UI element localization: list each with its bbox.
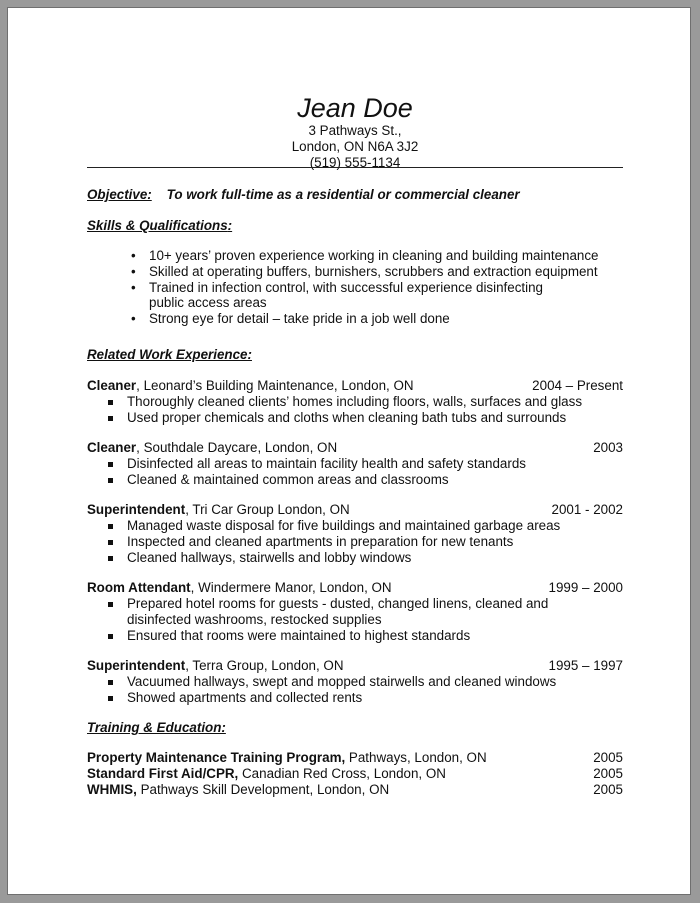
training-item <box>87 766 623 782</box>
job-header <box>87 658 623 674</box>
skills-title-colon: : <box>227 218 233 233</box>
duty-item: Disinfected all areas to maintain facility health and safety standards <box>87 456 623 472</box>
job-employer: , Tri Car Group London, ON <box>185 502 350 517</box>
duty-item: Used proper chemicals and cloths when cleaning bath tubs and surrounds <box>87 410 623 426</box>
resume-header <box>87 93 623 171</box>
duty-item: Cleaned & maintained common areas and classrooms <box>87 472 623 488</box>
job-years: 1995 – 1997 <box>548 658 623 673</box>
duty-item: Prepared hotel rooms for guests - dusted, changed linens, cleaned and disinfected washrooms, restocked supplies <box>87 596 567 628</box>
skill-item: • Trained in infection control, with successful experience disinfecting public access areas <box>129 280 569 312</box>
training-section-title: Training & Education: <box>87 720 226 735</box>
training-year: 2005 <box>593 782 623 797</box>
job-title: Cleaner <box>87 440 137 455</box>
job-duties <box>87 674 623 706</box>
training-item <box>87 782 623 798</box>
job-entry <box>87 378 623 426</box>
job-entry <box>87 580 623 643</box>
phone-number: (519) 555-1134 <box>309 155 401 170</box>
job-employer: , Terra Group, London, ON <box>185 658 344 673</box>
objective-text: To work full-time as a residential or commercial cleaner <box>166 187 520 202</box>
skills-list <box>129 248 619 327</box>
training-name: Standard First Aid/CPR, <box>87 766 239 781</box>
job-header <box>87 440 623 456</box>
job-duties <box>87 596 623 643</box>
job-entry <box>87 502 623 565</box>
training-list <box>87 750 623 798</box>
job-employer: , Leonard’s Building Maintenance, London, ON <box>136 378 414 393</box>
resume-page <box>7 7 691 895</box>
job-header <box>87 378 623 394</box>
training-detail: Pathways Skill Development, London, ON <box>136 782 390 797</box>
job-title: Cleaner <box>87 378 137 393</box>
training-name: Property Maintenance Training Program, <box>87 750 346 765</box>
job-duties <box>87 518 623 565</box>
job-years: 2003 <box>593 440 623 455</box>
duty-item: Vacuumed hallways, swept and mopped stairwells and cleaned windows <box>87 674 623 690</box>
duty-item: Thoroughly cleaned clients’ homes including floors, walls, surfaces and glass <box>87 394 623 410</box>
duty-item: Inspected and cleaned apartments in preparation for new tenants <box>87 534 623 550</box>
training-detail: Canadian Red Cross, London, ON <box>238 766 446 781</box>
job-entry <box>87 440 623 488</box>
job-header <box>87 580 623 596</box>
job-duties <box>87 394 623 426</box>
job-header <box>87 502 623 518</box>
skill-item: • Strong eye for detail – take pride in a job well done <box>129 311 619 327</box>
training-item <box>87 750 623 766</box>
job-years: 1999 – 2000 <box>548 580 623 595</box>
job-employer: , Southdale Daycare, London, ON <box>136 440 338 455</box>
address-line-2: London, ON N6A 3J2 <box>291 139 419 154</box>
skills-section-title <box>87 218 232 234</box>
duty-item: Managed waste disposal for five buildings and maintained garbage areas <box>87 518 623 534</box>
job-employer: , Windermere Manor, London, ON <box>190 580 392 595</box>
skill-item: • Skilled at operating buffers, burnishers, scrubbers and extraction equipment <box>129 264 619 280</box>
training-detail: Pathways, London, ON <box>345 750 487 765</box>
skills-title-text: Skills & Qualifications <box>87 218 228 233</box>
applicant-name: Jean Doe <box>297 93 413 123</box>
job-duties <box>87 456 623 488</box>
resume-content <box>87 8 623 896</box>
job-title: Superintendent <box>87 658 186 673</box>
job-years: 2004 – Present <box>532 378 623 393</box>
training-year: 2005 <box>593 766 623 781</box>
duty-item: Cleaned hallways, stairwells and lobby windows <box>87 550 623 566</box>
header-divider <box>87 167 623 168</box>
address-line-1: 3 Pathways St., <box>308 123 402 138</box>
duty-item: Ensured that rooms were maintained to highest standards <box>87 628 623 644</box>
training-year: 2005 <box>593 750 623 765</box>
job-entry <box>87 658 623 706</box>
objective-line <box>87 187 520 203</box>
skill-item: • 10+ years’ proven experience working in cleaning and building maintenance <box>129 248 619 264</box>
objective-label: Objective: <box>87 187 152 202</box>
job-title: Room Attendant <box>87 580 191 595</box>
experience-section-title: Related Work Experience: <box>87 347 252 362</box>
job-years: 2001 - 2002 <box>551 502 623 517</box>
training-name: WHMIS, <box>87 782 137 797</box>
duty-item: Showed apartments and collected rents <box>87 690 623 706</box>
job-title: Superintendent <box>87 502 186 517</box>
